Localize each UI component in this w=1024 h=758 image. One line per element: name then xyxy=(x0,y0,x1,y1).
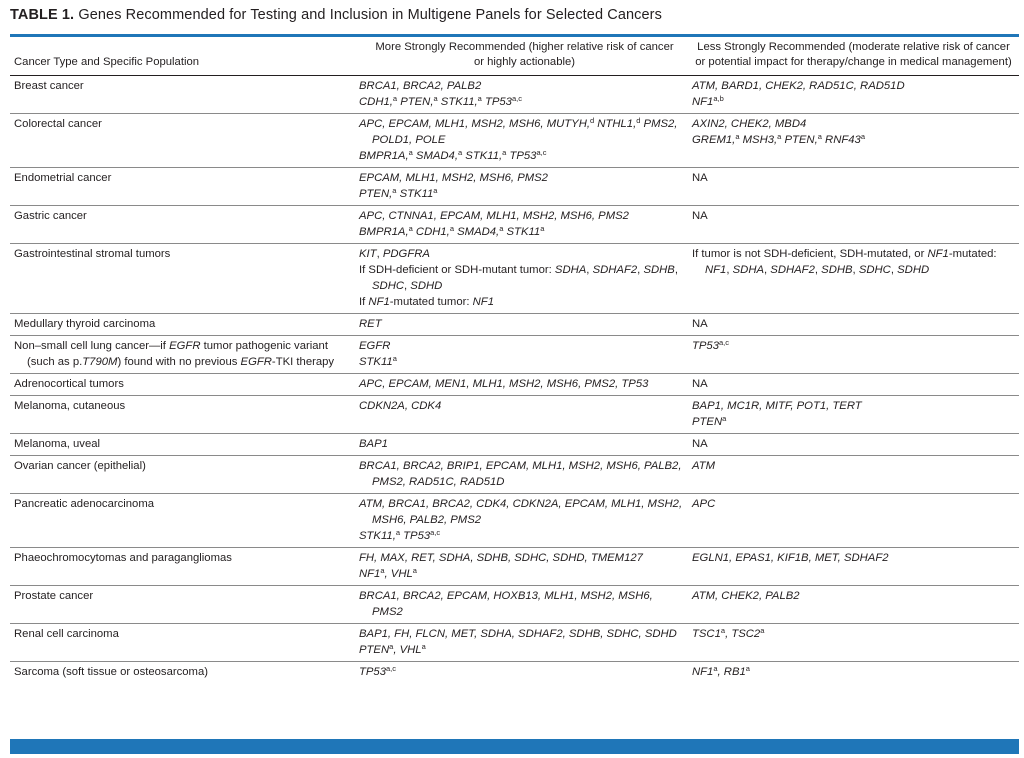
gene-text: TP53 xyxy=(400,530,431,542)
cancer-type-label: Endometrial cancer xyxy=(14,172,112,184)
gene-text: NA xyxy=(692,318,708,330)
cell-line xyxy=(692,414,1015,430)
cancer-type-cell xyxy=(10,244,355,314)
cancer-type-cell xyxy=(10,624,355,662)
table-row xyxy=(10,586,1019,624)
gene-text: TSC1 xyxy=(692,628,721,640)
cell-line xyxy=(692,550,1015,566)
cell-line xyxy=(359,186,684,202)
footnote-marker: a xyxy=(412,566,417,575)
less-strongly-cell xyxy=(688,548,1019,586)
footnote-marker: a xyxy=(392,94,398,103)
bottom-accent-bar xyxy=(10,739,1019,754)
cell-line xyxy=(692,458,1015,474)
header-row xyxy=(10,37,1019,76)
less-strongly-cell xyxy=(688,586,1019,624)
table-row xyxy=(10,244,1019,314)
cell-line xyxy=(359,338,684,354)
footnote-marker: a xyxy=(499,224,504,233)
cell-line xyxy=(359,550,684,566)
cell-line xyxy=(359,642,684,658)
footnote-marker: a,b xyxy=(713,94,724,103)
less-strongly-cell xyxy=(688,662,1019,684)
gene-text: RNF43 xyxy=(821,134,861,146)
table-row xyxy=(10,434,1019,456)
footnote-marker: a xyxy=(408,148,413,157)
cancer-type-cell xyxy=(10,374,355,396)
gene-text: BMPR1A, xyxy=(359,226,409,238)
cell-line xyxy=(359,208,684,224)
cell-line xyxy=(692,496,1015,512)
cell-line xyxy=(692,116,1015,132)
footnote-marker: a xyxy=(745,664,750,673)
table-row xyxy=(10,374,1019,396)
cancer-type-cell xyxy=(10,548,355,586)
cell-line xyxy=(692,436,1015,452)
more-strongly-cell xyxy=(355,456,688,494)
gene-text: BRCA1, BRCA2, BRIP1, EPCAM, MLH1, MSH2, MSH6, PALB2, PMS2, RAD51C, RAD51D xyxy=(359,460,682,488)
cell-line xyxy=(359,566,684,582)
gene-text: PMS2, POLD1, POLE xyxy=(372,118,678,146)
cell-line: If NF1-mutated tumor: NF1 xyxy=(359,296,494,308)
cell-line xyxy=(692,398,1015,414)
gene-text: BAP1, MC1R, MITF, POT1, TERT xyxy=(692,400,862,412)
less-strongly-cell xyxy=(688,456,1019,494)
gene-text: TP53 xyxy=(506,150,537,162)
more-strongly-cell xyxy=(355,396,688,434)
gene-text: PTEN, xyxy=(359,188,393,200)
cell-line xyxy=(359,94,684,110)
cell-line xyxy=(359,78,684,94)
gene-text: NA xyxy=(692,438,708,450)
table-body xyxy=(10,76,1019,684)
table-row xyxy=(10,168,1019,206)
header-cancer-type: Cancer Type and Specific Population xyxy=(10,37,355,76)
gene-text: MSH3, xyxy=(739,134,778,146)
more-strongly-cell xyxy=(355,168,688,206)
more-strongly-cell xyxy=(355,336,688,374)
gene-text: CDKN2A, CDK4 xyxy=(359,400,442,412)
cancer-type-label: Ovarian cancer (epithelial) xyxy=(14,460,146,472)
cancer-type-cell xyxy=(10,314,355,336)
table-title: Genes Recommended for Testing and Inclusion in Multigene Panels for Selected Cancers xyxy=(78,7,662,23)
footnote-marker: a xyxy=(421,642,426,651)
table-caption xyxy=(10,6,662,24)
less-strongly-cell xyxy=(688,168,1019,206)
gene-text: RET xyxy=(359,318,382,330)
gene-text: BRCA1, BRCA2, EPCAM, HOXB13, MLH1, MSH2, MSH6, PMS2 xyxy=(359,590,653,618)
gene-text: PTEN xyxy=(692,416,723,428)
genes-table xyxy=(10,37,1019,683)
cell-line xyxy=(359,398,684,414)
more-strongly-cell xyxy=(355,76,688,114)
cancer-type-cell xyxy=(10,76,355,114)
less-strongly-cell xyxy=(688,244,1019,314)
cell-line xyxy=(692,132,1015,148)
cancer-type-label: Adrenocortical tumors xyxy=(14,378,124,390)
footnote-marker: a xyxy=(713,664,718,673)
cell-line xyxy=(359,224,684,240)
gene-text: NTHL1, xyxy=(594,118,637,130)
table-row xyxy=(10,396,1019,434)
cell-line xyxy=(359,436,684,452)
gene-text: NF1 xyxy=(692,666,714,678)
less-strongly-cell xyxy=(688,336,1019,374)
footnote-marker: a xyxy=(392,186,397,195)
more-strongly-cell xyxy=(355,244,688,314)
cancer-type-cell xyxy=(10,336,355,374)
gene-text: CDH1, xyxy=(359,96,393,108)
cancer-type-cell xyxy=(10,168,355,206)
table-row xyxy=(10,494,1019,548)
cell-line xyxy=(359,496,684,528)
footnote-marker: a xyxy=(735,132,740,141)
cell-line xyxy=(692,376,1015,392)
gene-text: SMAD4, xyxy=(454,226,500,238)
gene-text: NF1 xyxy=(359,568,381,580)
gene-text: , VHL xyxy=(393,644,422,656)
gene-text: PTEN, xyxy=(397,96,434,108)
header-more-strongly: More Strongly Recommended (higher relative risk of cancer or highly actionable) xyxy=(355,37,688,76)
footnote-marker: a xyxy=(860,132,865,141)
cell-line xyxy=(359,458,684,490)
gene-text: BAP1, FH, FLCN, MET, SDHA, SDHAF2, SDHB, SDHC, SDHD xyxy=(359,628,677,640)
cell-line xyxy=(359,170,684,186)
gene-text: STK11 xyxy=(396,188,434,200)
gene-text: , RB1 xyxy=(717,666,746,678)
footnote-marker: a xyxy=(433,186,438,195)
footnote-marker: a xyxy=(777,132,782,141)
more-strongly-cell xyxy=(355,494,688,548)
cancer-type-label: Gastrointestinal stromal tumors xyxy=(14,248,171,260)
table-number: TABLE 1. xyxy=(10,7,75,23)
footnote-marker: d xyxy=(590,116,595,125)
cell-line xyxy=(359,528,684,544)
more-strongly-cell xyxy=(355,374,688,396)
header-less-strongly: Less Strongly Recommended (moderate relative risk of cancer or potential impact for therapy/change in medical management) xyxy=(688,37,1019,76)
footnote-marker: a xyxy=(817,132,822,141)
less-strongly-cell xyxy=(688,314,1019,336)
footnote-marker: a,c xyxy=(386,664,397,673)
gene-text: PTEN, xyxy=(781,134,818,146)
gene-text: NA xyxy=(692,172,708,184)
less-strongly-cell xyxy=(688,624,1019,662)
footnote-marker: a,c xyxy=(719,338,730,347)
table-row xyxy=(10,624,1019,662)
gene-text: NA xyxy=(692,378,708,390)
gene-text: NF1 xyxy=(692,96,714,108)
less-strongly-cell xyxy=(688,76,1019,114)
cell-line xyxy=(359,376,684,392)
footnote-marker: a,c xyxy=(536,148,547,157)
footnote-marker: a xyxy=(408,224,413,233)
more-strongly-cell xyxy=(355,114,688,168)
cancer-type-label: Sarcoma (soft tissue or osteosarcoma) xyxy=(14,666,208,678)
gene-text: TP53 xyxy=(359,666,387,678)
cell-line xyxy=(692,208,1015,224)
footnote-marker: a xyxy=(395,528,401,537)
gene-text: STK11, xyxy=(437,96,478,108)
cancer-type-cell xyxy=(10,456,355,494)
footnote-marker: a xyxy=(380,566,385,575)
footnote-marker: a xyxy=(720,626,726,635)
more-strongly-cell xyxy=(355,206,688,244)
gene-text: APC, EPCAM, MLH1, MSH2, MSH6, MUTYH, xyxy=(359,118,590,130)
cancer-type-cell xyxy=(10,662,355,684)
gene-text: EPCAM, MLH1, MSH2, MSH6, PMS2 xyxy=(359,172,548,184)
footnote-marker: a xyxy=(502,148,507,157)
gene-text: NA xyxy=(692,210,708,222)
gene-text: BRCA1, BRCA2, PALB2 xyxy=(359,80,482,92)
cancer-type-cell xyxy=(10,494,355,548)
cancer-type-label: Gastric cancer xyxy=(14,210,87,222)
cancer-type-label: Breast cancer xyxy=(14,80,84,92)
gene-text: AXIN2, CHEK2, MBD4 xyxy=(692,118,807,130)
footnote-marker: a,c xyxy=(430,528,441,537)
gene-text: GREM1, xyxy=(692,134,736,146)
cell-line xyxy=(359,116,684,148)
cell-line xyxy=(692,316,1015,332)
gene-text: ATM, BRCA1, BRCA2, CDK4, CDKN2A, EPCAM, MLH1, MSH2, MSH6, PALB2, PMS2 xyxy=(359,498,683,526)
more-strongly-cell xyxy=(355,434,688,456)
gene-text: PTEN xyxy=(359,644,390,656)
gene-text: CDH1, xyxy=(412,226,450,238)
cancer-type-cell xyxy=(10,434,355,456)
less-strongly-cell xyxy=(688,396,1019,434)
cell-line xyxy=(692,78,1015,94)
gene-text: , VHL xyxy=(384,568,413,580)
footnote-marker: a xyxy=(433,94,438,103)
cell-line xyxy=(692,338,1015,354)
gene-text: ATM, CHEK2, PALB2 xyxy=(692,590,800,602)
footnote-marker: a xyxy=(760,626,765,635)
table-row xyxy=(10,314,1019,336)
table-row xyxy=(10,662,1019,684)
cell-line xyxy=(692,664,1015,680)
footnote-marker: a xyxy=(389,642,394,651)
cell-line xyxy=(359,148,684,164)
gene-text: BMPR1A, xyxy=(359,150,409,162)
gene-text: ATM xyxy=(692,460,716,472)
cell-line xyxy=(692,626,1015,642)
cancer-type-label: Non–small cell lung cancer—if EGFR tumor pathogenic variant (such as p.T790M) found with no previous EGFR-TKI therapy xyxy=(14,340,335,368)
footnote-marker: a xyxy=(477,94,482,103)
cell-line xyxy=(692,94,1015,110)
more-strongly-cell xyxy=(355,314,688,336)
cancer-type-label: Melanoma, uveal xyxy=(14,438,101,450)
less-strongly-cell xyxy=(688,494,1019,548)
gene-text: TP53 xyxy=(692,340,720,352)
gene-text: STK11, xyxy=(359,530,396,542)
table-row xyxy=(10,206,1019,244)
gene-text: APC xyxy=(692,498,716,510)
gene-text: APC, CTNNA1, EPCAM, MLH1, MSH2, MSH6, PMS2 xyxy=(359,210,629,222)
cancer-type-cell xyxy=(10,206,355,244)
cell-line: If SDH-deficient or SDH-mutant tumor: SDHA, SDHAF2, SDHB, SDHC, SDHD xyxy=(359,264,678,292)
table-row xyxy=(10,336,1019,374)
cancer-type-label: Colorectal cancer xyxy=(14,118,102,130)
footnote-marker: a xyxy=(392,354,397,363)
cell-line: If tumor is not SDH-deficient, SDH-mutated, or NF1-mutated: NF1, SDHA, SDHAF2, SDHB, SDHC, SDHD xyxy=(692,248,997,276)
table-row xyxy=(10,548,1019,586)
cancer-type-label: Prostate cancer xyxy=(14,590,94,602)
footnote-marker: a xyxy=(449,224,454,233)
cancer-type-label: Pancreatic adenocarcinoma xyxy=(14,498,155,510)
cancer-type-cell xyxy=(10,586,355,624)
cell-line xyxy=(359,354,684,370)
footnote-marker: a,c xyxy=(511,94,522,103)
cell-line xyxy=(692,170,1015,186)
footnote-marker: a xyxy=(540,224,545,233)
cancer-type-label: Phaeochromocytomas and paragangliomas xyxy=(14,552,232,564)
cell-line xyxy=(359,316,684,332)
gene-text: SMAD4, xyxy=(412,150,458,162)
cancer-type-label: Melanoma, cutaneous xyxy=(14,400,126,412)
gene-text: STK11, xyxy=(462,150,503,162)
cancer-type-cell xyxy=(10,114,355,168)
less-strongly-cell xyxy=(688,114,1019,168)
gene-text: EGLN1, EPAS1, KIF1B, MET, SDHAF2 xyxy=(692,552,889,564)
cell-line xyxy=(692,588,1015,604)
table-row xyxy=(10,456,1019,494)
cell-line xyxy=(359,626,684,642)
table-row xyxy=(10,76,1019,114)
gene-text: , TSC2 xyxy=(725,628,761,640)
cell-line xyxy=(359,588,684,620)
footnote-marker: d xyxy=(636,116,641,125)
cancer-type-cell xyxy=(10,396,355,434)
cancer-type-label: Medullary thyroid carcinoma xyxy=(14,318,156,330)
gene-text: EGFR xyxy=(359,340,391,352)
gene-text: STK11 xyxy=(359,356,393,368)
more-strongly-cell xyxy=(355,662,688,684)
gene-text: APC, EPCAM, MEN1, MLH1, MSH2, MSH6, PMS2, TP53 xyxy=(359,378,649,390)
cell-line xyxy=(359,664,684,680)
less-strongly-cell xyxy=(688,374,1019,396)
more-strongly-cell xyxy=(355,586,688,624)
gene-text: BAP1 xyxy=(359,438,388,450)
less-strongly-cell xyxy=(688,206,1019,244)
gene-text: ATM, BARD1, CHEK2, RAD51C, RAD51D xyxy=(692,80,905,92)
gene-text: FH, MAX, RET, SDHA, SDHB, SDHC, SDHD, TMEM127 xyxy=(359,552,643,564)
gene-text: STK11 xyxy=(503,226,541,238)
cancer-type-label: Renal cell carcinoma xyxy=(14,628,119,640)
cell-line: KIT, PDGFRA xyxy=(359,248,430,260)
footnote-marker: a xyxy=(457,148,463,157)
more-strongly-cell xyxy=(355,624,688,662)
less-strongly-cell xyxy=(688,434,1019,456)
gene-text: TP53 xyxy=(481,96,512,108)
more-strongly-cell xyxy=(355,548,688,586)
footnote-marker: a xyxy=(722,414,727,423)
table-row xyxy=(10,114,1019,168)
